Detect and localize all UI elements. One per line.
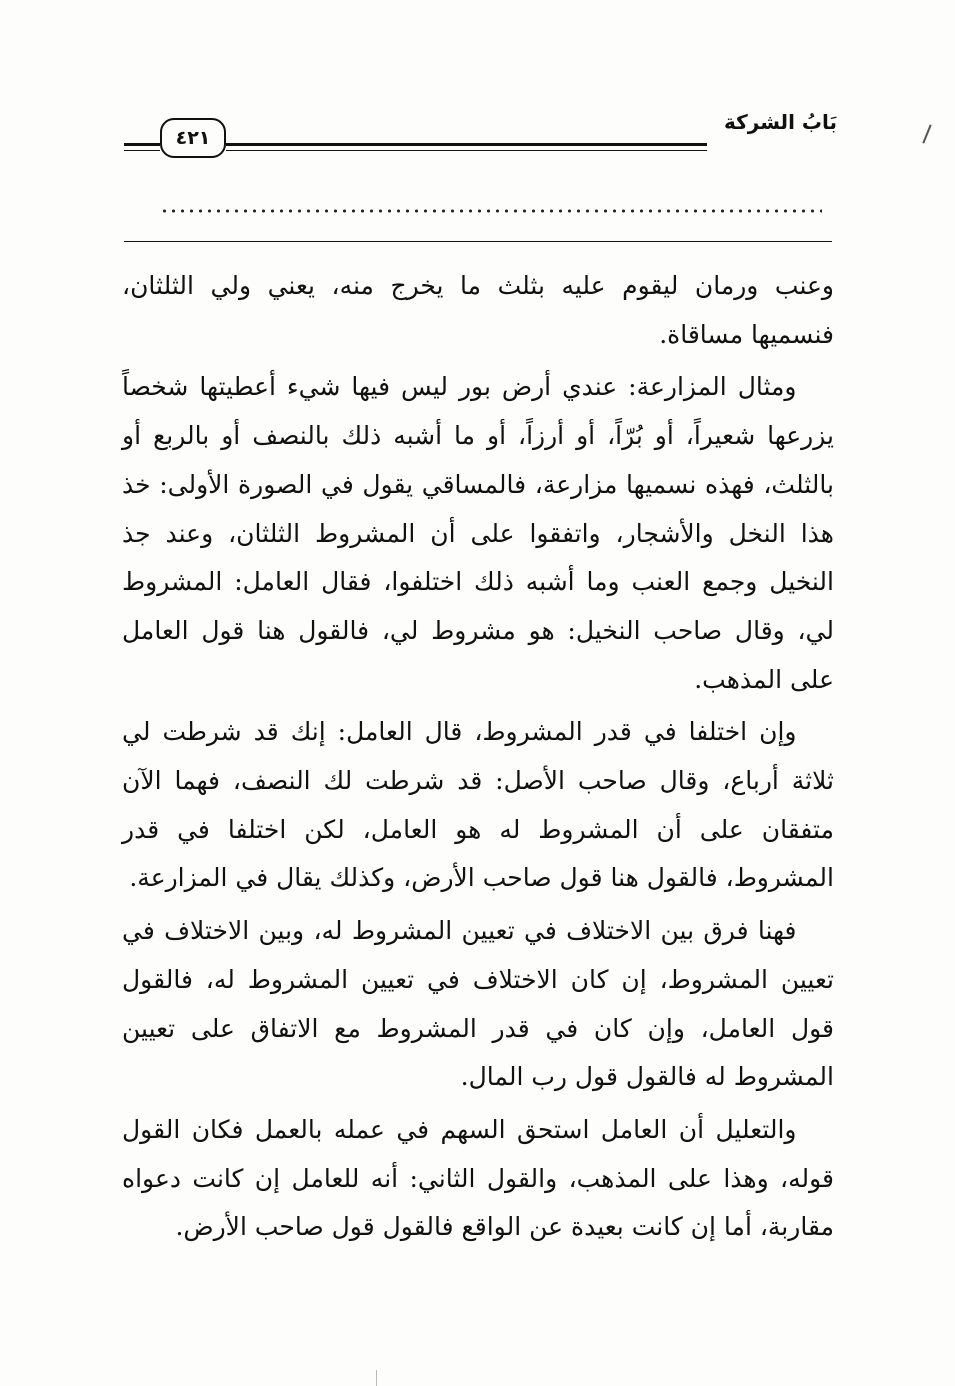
margin-mark xyxy=(922,124,931,143)
dotted-separator xyxy=(160,208,822,214)
paragraph-3: وإن اختلفا في قدر المشروط، قال العامل: إنك قد شرطت لي ثلاثة أرباع، وقال صاحب الأصل: قد شرطت لك النصف، فهما الآن متفقان على أن المشروط له هو العامل، لكن اختلفا في قدر المشروط، فالقول هنا قول صاحب الأرض، وكذلك يقال في المزارعة. xyxy=(122,717,834,893)
header-rule xyxy=(226,143,707,151)
header-rule-short xyxy=(124,143,160,151)
scan-artifact xyxy=(376,1370,377,1386)
main-text xyxy=(122,262,834,1256)
text-separator-line xyxy=(124,241,832,242)
paragraph-4: فهنا فرق بين الاختلاف في تعيين المشروط له، وبين الاختلاف في تعيين المشروط، إن كان الاختلاف في تعيين المشروط له، فالقول قول العامل، وإن كان في قدر المشروط مع الاتفاق على تعيين المشروط له فالقول قول رب المال. xyxy=(122,916,834,1092)
paragraph-1: وعنب ورمان ليقوم عليه بثلث ما يخرج منه، يعني ولي الثلثان، فنسميها مساقاة. xyxy=(122,271,834,349)
paragraph-5: والتعليل أن العامل استحق السهم في عمله بالعمل فكان القول قوله، وهذا على المذهب، والقول الثاني: أنه للعامل إن كانت دعواه مقاربة، أما إن كانت بعيدة عن الواقع فالقول قول صاحب الأرض. xyxy=(122,1114,834,1242)
page-number: ٤٢١ xyxy=(160,118,226,158)
chapter-title: بَابُ الشركة xyxy=(724,110,837,134)
paragraph-2: ومثال المزارعة: عندي أرض بور ليس فيها شيء أعطيتها شخصاً يزرعها شعيراً، أو بُرّاً، أو أرزاً، أو ما أشبه ذلك بالنصف أو بالربع أو بالثلث، فهذه نسميها مزارعة، فالمساقي يقول في الصورة الأولى: خذ هذا النخل والأشجار، واتفقوا على أن المشروط الثلثان، وعند جذ النخيل وجمع العنب وما أشبه ذلك اختلفوا، فقال العامل: المشروط لي، وقال صاحب النخيل: هو مشروط لي، فالقول هنا قول العامل على المذهب. xyxy=(122,372,834,694)
